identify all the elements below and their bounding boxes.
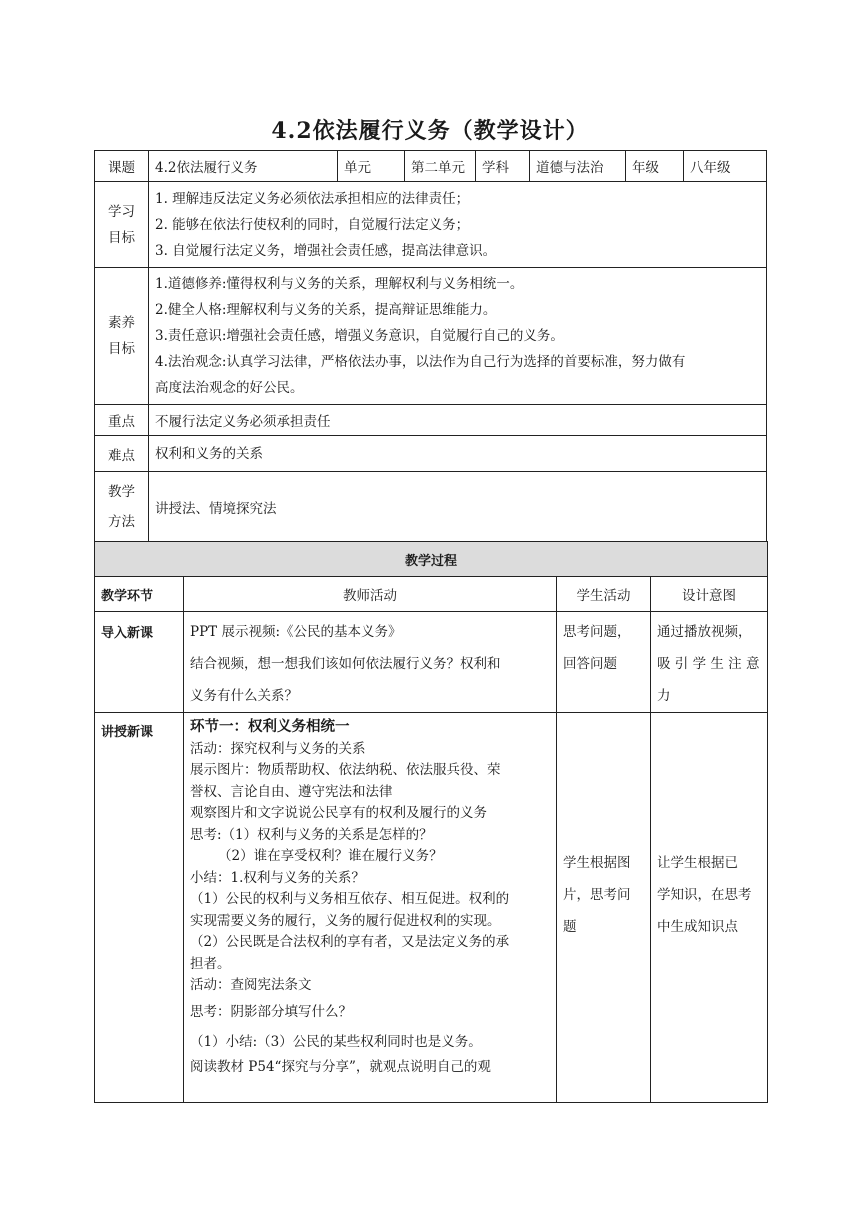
col-intent: 设计意图 — [651, 577, 768, 612]
grade-value: 八年级 — [684, 151, 767, 182]
intro-intent: 通过播放视频， 吸 引 学 生 注 意 力 — [651, 612, 768, 713]
lecture-line: 担者。 — [190, 955, 231, 972]
literacy-item: 3.责任意识:增强社会责任感，增强义务意识，自觉履行自己的义务。 — [155, 328, 564, 344]
col-student: 学生活动 — [557, 577, 651, 612]
intro-teacher-line: 义务有什么关系？ — [190, 688, 298, 704]
process-table — [94, 541, 768, 1103]
process-header: 教学过程 — [95, 542, 768, 577]
section-title: 环节一：权利义务相统一 — [190, 719, 350, 735]
intro-teacher-line: PPT 展示视频:《公民的基本义务》 — [190, 624, 402, 640]
intro-student: 思考问题， 回答问题 — [557, 612, 651, 713]
intro-stage: 导入新课 — [95, 612, 184, 713]
literacy-item: 1.道德修养:懂得权利与义务的关系，理解权利与义务相统一。 — [155, 276, 524, 292]
subject-label: 学科 — [476, 151, 530, 182]
key-point-text: 不履行法定义务必须承担责任 — [149, 405, 767, 436]
col-teacher: 教师活动 — [184, 577, 557, 612]
topic-label: 课题 — [95, 151, 149, 182]
lecture-stage: 讲授新课 — [95, 713, 184, 1103]
lecture-line: 思考:（1）权利与义务的关系是怎样的？ — [190, 826, 433, 843]
lecture-line: （1）公民的权利与义务相互依存、相互促进。权利的 — [190, 891, 510, 907]
literacy-list — [149, 268, 767, 405]
topic-value: 4.2依法履行义务 — [149, 151, 338, 182]
literacy-label: 素养 目标 — [95, 268, 149, 405]
lecture-line: 誉权、言论自由、遵守宪法和法律 — [190, 783, 393, 800]
goals-label: 学习 目标 — [95, 182, 149, 268]
lecture-line: 展示图片：物质帮助权、依法纳税、依法服兵役、荣 — [190, 762, 501, 778]
lecture-intent: 让学生根据已 学知识，在思考 中生成知识点 — [651, 713, 768, 1103]
lecture-line: 活动：查阅宪法条文 — [190, 977, 312, 993]
goals-list — [149, 182, 767, 268]
difficulty-label: 难点 — [95, 436, 149, 472]
col-stage: 教学环节 — [95, 577, 184, 612]
lecture-line: 思考：阴影部分填写什么？ — [190, 1003, 352, 1020]
lecture-student: 学生根据图 片，思考问 题 — [557, 713, 651, 1103]
intro-teacher — [184, 612, 557, 713]
unit-value: 第二单元 — [405, 151, 476, 182]
literacy-item: 4.法治观念:认真学习法律，严格依法办事，以法作为自己行为选择的首要标准，努力做有 — [155, 354, 686, 370]
literacy-item: 高度法治观念的好公民。 — [155, 380, 304, 396]
lecture-line: （2）公民既是合法权利的享有者，又是法定义务的承 — [190, 934, 510, 950]
lecture-line: （1）小结:（3）公民的某些权利同时也是义务。 — [190, 1033, 482, 1050]
lecture-line: 阅读教材 P54“探究与分享”，就观点说明自己的观 — [190, 1058, 491, 1075]
goal-item: 3. 自觉履行法定义务，增强社会责任感，提高法律意识。 — [155, 242, 497, 259]
lesson-info-table — [94, 150, 767, 542]
lecture-line: 活动：探究权利与义务的关系 — [190, 740, 366, 757]
goal-item: 2. 能够在依法行使权利的同时，自觉履行法定义务； — [155, 216, 470, 233]
grade-label: 年级 — [626, 151, 684, 182]
unit-label: 单元 — [338, 151, 405, 182]
lecture-teacher — [184, 713, 557, 1103]
subject-value: 道德与法治 — [530, 151, 626, 182]
lecture-line: 实现需要义务的履行，义务的履行促进权利的实现。 — [190, 912, 501, 929]
lecture-line: 小结：1.权利与义务的关系？ — [190, 869, 365, 886]
intro-teacher-line: 结合视频，想一想我们该如何依法履行义务？权利和 — [190, 656, 501, 672]
method-label: 教学 方法 — [95, 472, 149, 542]
lecture-line: （2）谁在享受权利？谁在履行义务？ — [218, 848, 443, 864]
lecture-line: 观察图片和文字说说公民享有的权利及履行的义务 — [190, 805, 487, 821]
method-text: 讲授法、情境探究法 — [149, 472, 767, 542]
goal-item: 1. 理解违反法定义务必须依法承担相应的法律责任； — [155, 190, 470, 207]
key-point-label: 重点 — [95, 405, 149, 436]
literacy-item: 2.健全人格:理解权利与义务的关系，提高辩证思维能力。 — [155, 302, 497, 318]
page-title: 4.2依法履行义务（教学设计） — [271, 118, 589, 144]
difficulty-text: 权利和义务的关系 — [149, 436, 767, 472]
